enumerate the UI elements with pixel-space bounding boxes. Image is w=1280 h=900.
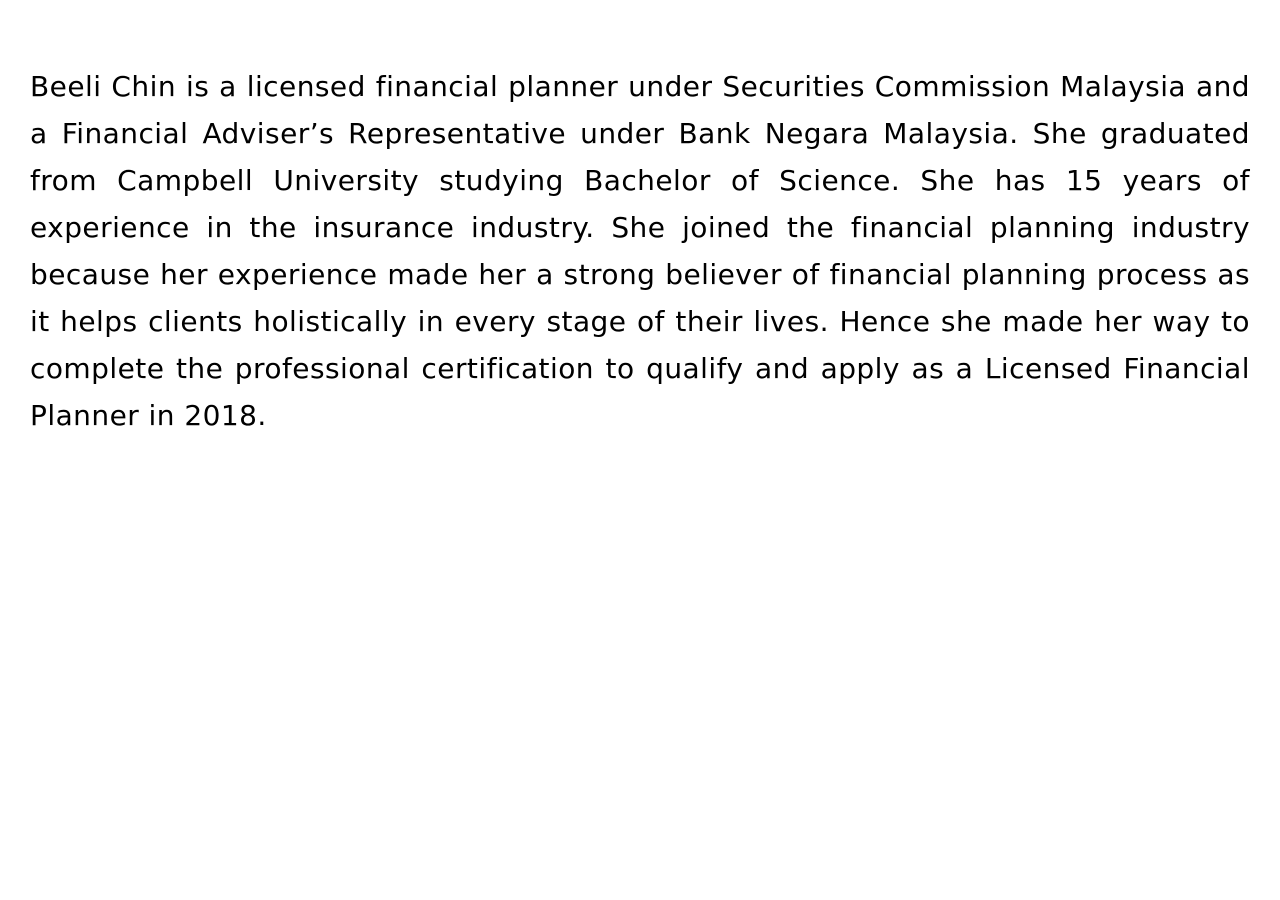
bio-paragraph: Beeli Chin is a licensed financial planner under Securities Commission Malaysia and a Financial Adviser’s Representative under Bank Negara Malaysia. She graduated from Campbell University studying Bachelor of Science. She has 15 years of experience in the insurance industry. She joined the financial planning industry because her experience made her a strong believer of financial planning process as it helps clients holistically in every stage of their lives. Hence she made her way to complete the professional certification to qualify and apply as a Licensed Financial Planner in 2018. [30,70,1250,432]
